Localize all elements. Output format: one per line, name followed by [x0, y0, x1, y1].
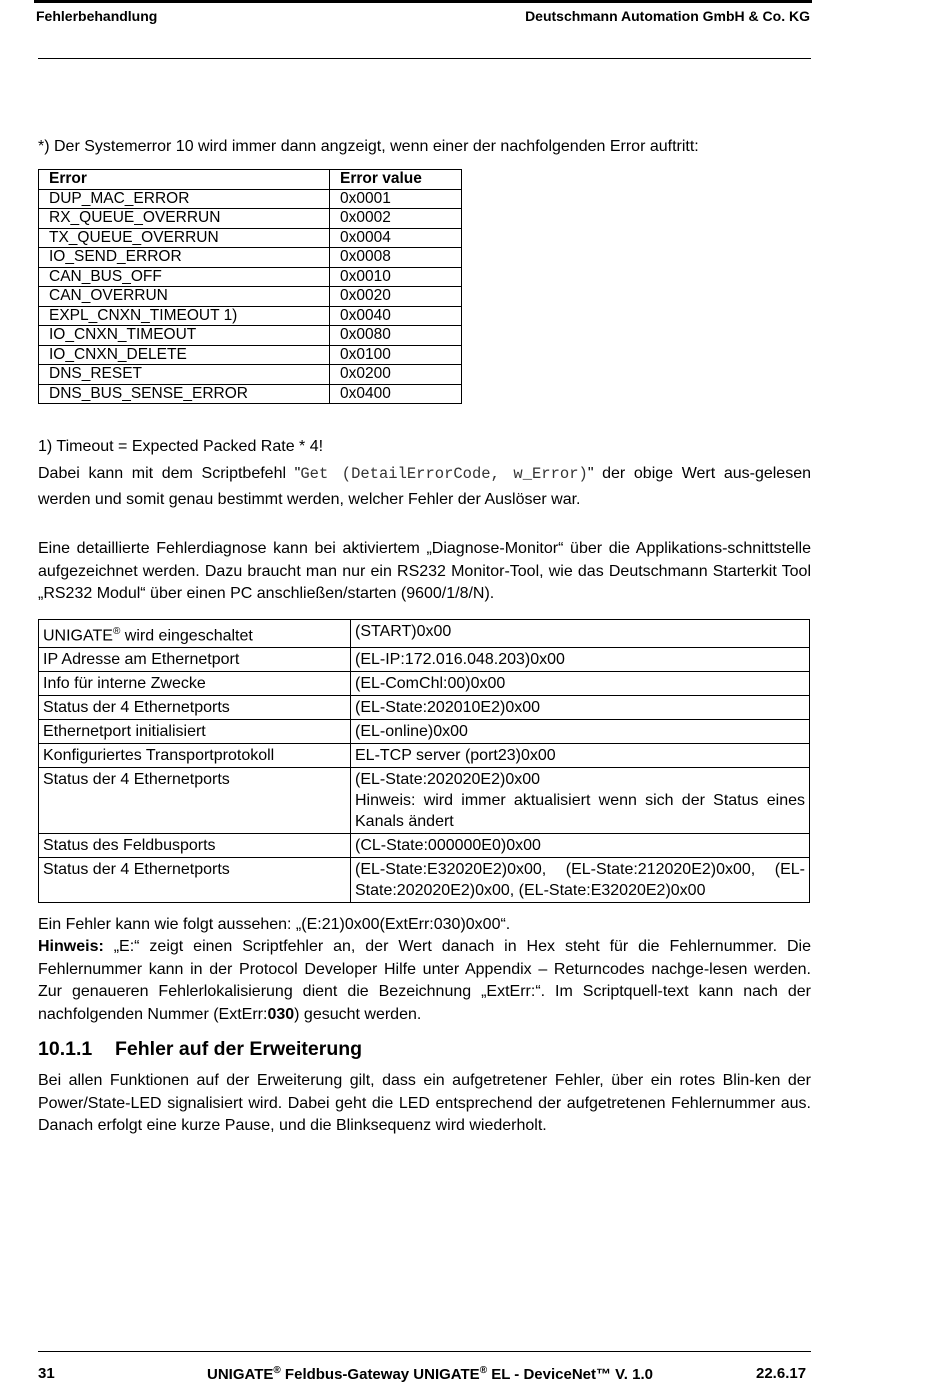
status-table: [38, 619, 810, 903]
footer-sup-1: ®: [273, 1365, 281, 1376]
status-value: (EL-ComChl:00)0x00: [355, 675, 506, 693]
status-value-cell: [351, 768, 810, 834]
footer-rule: [38, 1351, 811, 1352]
status-label: Status des Feldbusports: [43, 837, 216, 855]
table-row: [39, 228, 462, 248]
status-label-cell: [39, 834, 351, 858]
table-row: [39, 189, 462, 209]
status-label: Status der 4 Ethernetports: [43, 861, 230, 879]
table-row: [39, 345, 462, 365]
status-label: Konfiguriertes Transportprotokoll: [43, 747, 275, 765]
status-label-cell: [39, 858, 351, 903]
error-value-cell: 0x0001: [330, 189, 462, 209]
header-rule: [38, 58, 811, 59]
error-value-cell: 0x0010: [330, 267, 462, 287]
table-row: [39, 834, 810, 858]
error-value-cell: 0x0002: [330, 209, 462, 229]
table-row: [39, 696, 810, 720]
hint-label: Hinweis:: [38, 938, 104, 955]
section-title: Fehler auf der Erweiterung: [115, 1038, 363, 1060]
status-label: Info für interne Zwecke: [43, 675, 206, 693]
hint-text-1: „E:“ zeigt einen Scriptfehler an, der Wert danach in Hex steht für die Fehlernummer. Die Fehlernummer kann in der Protocol Developer Hilfe unter Appendix – Returncodes nachge-lesen werden. Zur genaueren Fehlerlokalisierung dient die Bezeichnung „ExtErr:“. Im Scriptquell-text kann nach der nachfolgenden Nummer (ExtErr:: [38, 938, 811, 1023]
footnote: 1) Timeout = Expected Packed Rate * 4!: [38, 438, 324, 455]
status-value: (START)0x00: [355, 623, 452, 640]
status-note: Hinweis: wird immer aktualisiert wenn sich der Status eines Kanals ändert: [355, 792, 805, 831]
hint-text-2: ) gesucht werden.: [294, 1005, 422, 1023]
table-row: [39, 384, 462, 404]
footer-title-b: Feldbus-Gateway UNIGATE: [280, 1366, 480, 1383]
status-value-cell: [351, 834, 810, 858]
error-name-cell: TX_QUEUE_OVERRUN: [39, 228, 330, 248]
error-value-cell: 0x0020: [330, 287, 462, 307]
status-value: (EL-State:202010E2)0x00: [355, 699, 541, 717]
error-value-cell: 0x0008: [330, 248, 462, 268]
status-label-cell: [39, 768, 351, 834]
header-company: Deutschmann Automation GmbH & Co. KG: [525, 8, 810, 24]
intro-text: *) Der Systemerror 10 wird immer dann angzeigt, wenn einer der nachfolgenden Error auftritt:: [38, 138, 699, 155]
hint-paragraph: [38, 936, 811, 1026]
diagnosis-paragraph: Eine detaillierte Fehlerdiagnose kann bei aktiviertem „Diagnose-Monitor“ über die Applikations-schnittstelle aufgezeichnet werden. Dazu braucht man nur ein RS232 Monitor-Tool, wie das Deutschmann Starterkit Tool „RS232 Modul“ über einen PC anschließen/starten (9600/1/8/N).: [38, 540, 811, 602]
section-number: 10.1.1: [38, 1038, 93, 1060]
status-value: (EL-online)0x00: [355, 723, 468, 741]
table-row: [39, 326, 462, 346]
error-example: Ein Fehler kann wie folgt aussehen: „(E:21)0x00(ExtErr:030)0x00“.: [38, 916, 511, 933]
status-label: Ethernetport initialisiert: [43, 723, 206, 741]
table-row: [39, 267, 462, 287]
footer-sup-2: ®: [479, 1365, 488, 1376]
table-row: [39, 365, 462, 385]
header-chapter: Fehlerbehandlung: [36, 8, 158, 24]
table-row: [39, 744, 810, 768]
status-value-cell: [351, 696, 810, 720]
error-name-cell: IO_SEND_ERROR: [39, 248, 330, 268]
script-paragraph: [38, 461, 811, 512]
hint-number: 030: [267, 1005, 295, 1023]
status-value: (EL-State:202020E2)0x00: [355, 771, 541, 789]
top-rule: [34, 0, 812, 3]
status-value-cell: [351, 620, 810, 648]
table-row: [39, 209, 462, 229]
status-value-cell: [351, 858, 810, 903]
status-label-cell: [39, 696, 351, 720]
error-table: [38, 169, 462, 404]
status-value-cell: [351, 648, 810, 672]
column-header-error-value: Error value: [330, 170, 462, 190]
error-value-cell: 0x0080: [330, 326, 462, 346]
error-value-cell: 0x0040: [330, 306, 462, 326]
error-name-cell: CAN_OVERRUN: [39, 287, 330, 307]
status-label-cell: [39, 648, 351, 672]
table-row: [39, 648, 810, 672]
status-label: Status der 4 Ethernetports: [43, 771, 230, 789]
table-row: [39, 620, 810, 648]
status-label: IP Adresse am Ethernetport: [43, 651, 240, 669]
error-name-cell: DNS_BUS_SENSE_ERROR: [39, 384, 330, 404]
status-label-cell: [39, 672, 351, 696]
error-value-cell: 0x0004: [330, 228, 462, 248]
error-name-cell: RX_QUEUE_OVERRUN: [39, 209, 330, 229]
status-label-cell: [39, 744, 351, 768]
error-value-cell: 0x0100: [330, 345, 462, 365]
section-body: Bei allen Funktionen auf der Erweiterung gilt, dass ein aufgetretener Fehler, über ein rotes Blin-ken der Power/State-LED signalisiert wird. Dabei geht die LED entsprechend der aufgetretenen Fehlernummer aus. Danach erfolgt eine kurze Pause, und die Blinksequenz wird wiederholt.: [38, 1072, 811, 1134]
script-text-after: " der obige Wert aus-gelesen werden und somit genau bestimmt werden, welcher Fehler der Auslöser war.: [38, 465, 812, 508]
script-text-before: Dabei kann mit dem Scriptbefehl ": [38, 465, 301, 482]
error-name-cell: EXPL_CNXN_TIMEOUT 1): [39, 306, 330, 326]
status-value: (EL-State:E32020E2)0x00, (EL-State:212020E2)0x00, (EL-State:202020E2)0x00, (EL-State:E32020E2)0x00: [355, 861, 805, 900]
table-row: [39, 287, 462, 307]
error-name-cell: IO_CNXN_DELETE: [39, 345, 330, 365]
status-label-rest: wird eingeschaltet: [120, 627, 253, 645]
footer-date: 22.6.17: [756, 1365, 807, 1382]
error-name-cell: IO_CNXN_TIMEOUT: [39, 326, 330, 346]
error-value-cell: 0x0400: [330, 384, 462, 404]
status-value-cell: [351, 672, 810, 696]
status-label-cell: [39, 620, 351, 648]
registered-mark: ®: [112, 626, 121, 637]
status-label-cell: [39, 720, 351, 744]
status-value-cell: [351, 744, 810, 768]
error-name-cell: CAN_BUS_OFF: [39, 267, 330, 287]
status-label: Status der 4 Ethernetports: [43, 699, 230, 717]
footer-title-c: EL - DeviceNet™ V. 1.0: [487, 1366, 653, 1383]
status-value: (EL-IP:172.016.048.203)0x00: [355, 651, 565, 669]
table-row: [39, 720, 810, 744]
status-value: EL-TCP server (port23)0x00: [355, 747, 556, 765]
table-row: [39, 306, 462, 326]
script-code: Get (DetailErrorCode, w_Error): [300, 465, 588, 483]
table-header-row: [39, 170, 462, 190]
table-row: [39, 672, 810, 696]
table-row: [39, 768, 810, 834]
status-value: (CL-State:000000E0)0x00: [355, 837, 541, 855]
error-value-cell: 0x0200: [330, 365, 462, 385]
section-heading: [38, 1038, 362, 1061]
footer-title-a: UNIGATE: [207, 1366, 274, 1383]
status-label: UNIGATE: [43, 627, 113, 645]
page-number: 31: [38, 1365, 55, 1382]
status-value-cell: [351, 720, 810, 744]
error-name-cell: DUP_MAC_ERROR: [39, 189, 330, 209]
table-row: [39, 858, 810, 903]
column-header-error: Error: [39, 170, 330, 190]
error-name-cell: DNS_RESET: [39, 365, 330, 385]
footer-title: [207, 1365, 653, 1383]
table-row: [39, 248, 462, 268]
